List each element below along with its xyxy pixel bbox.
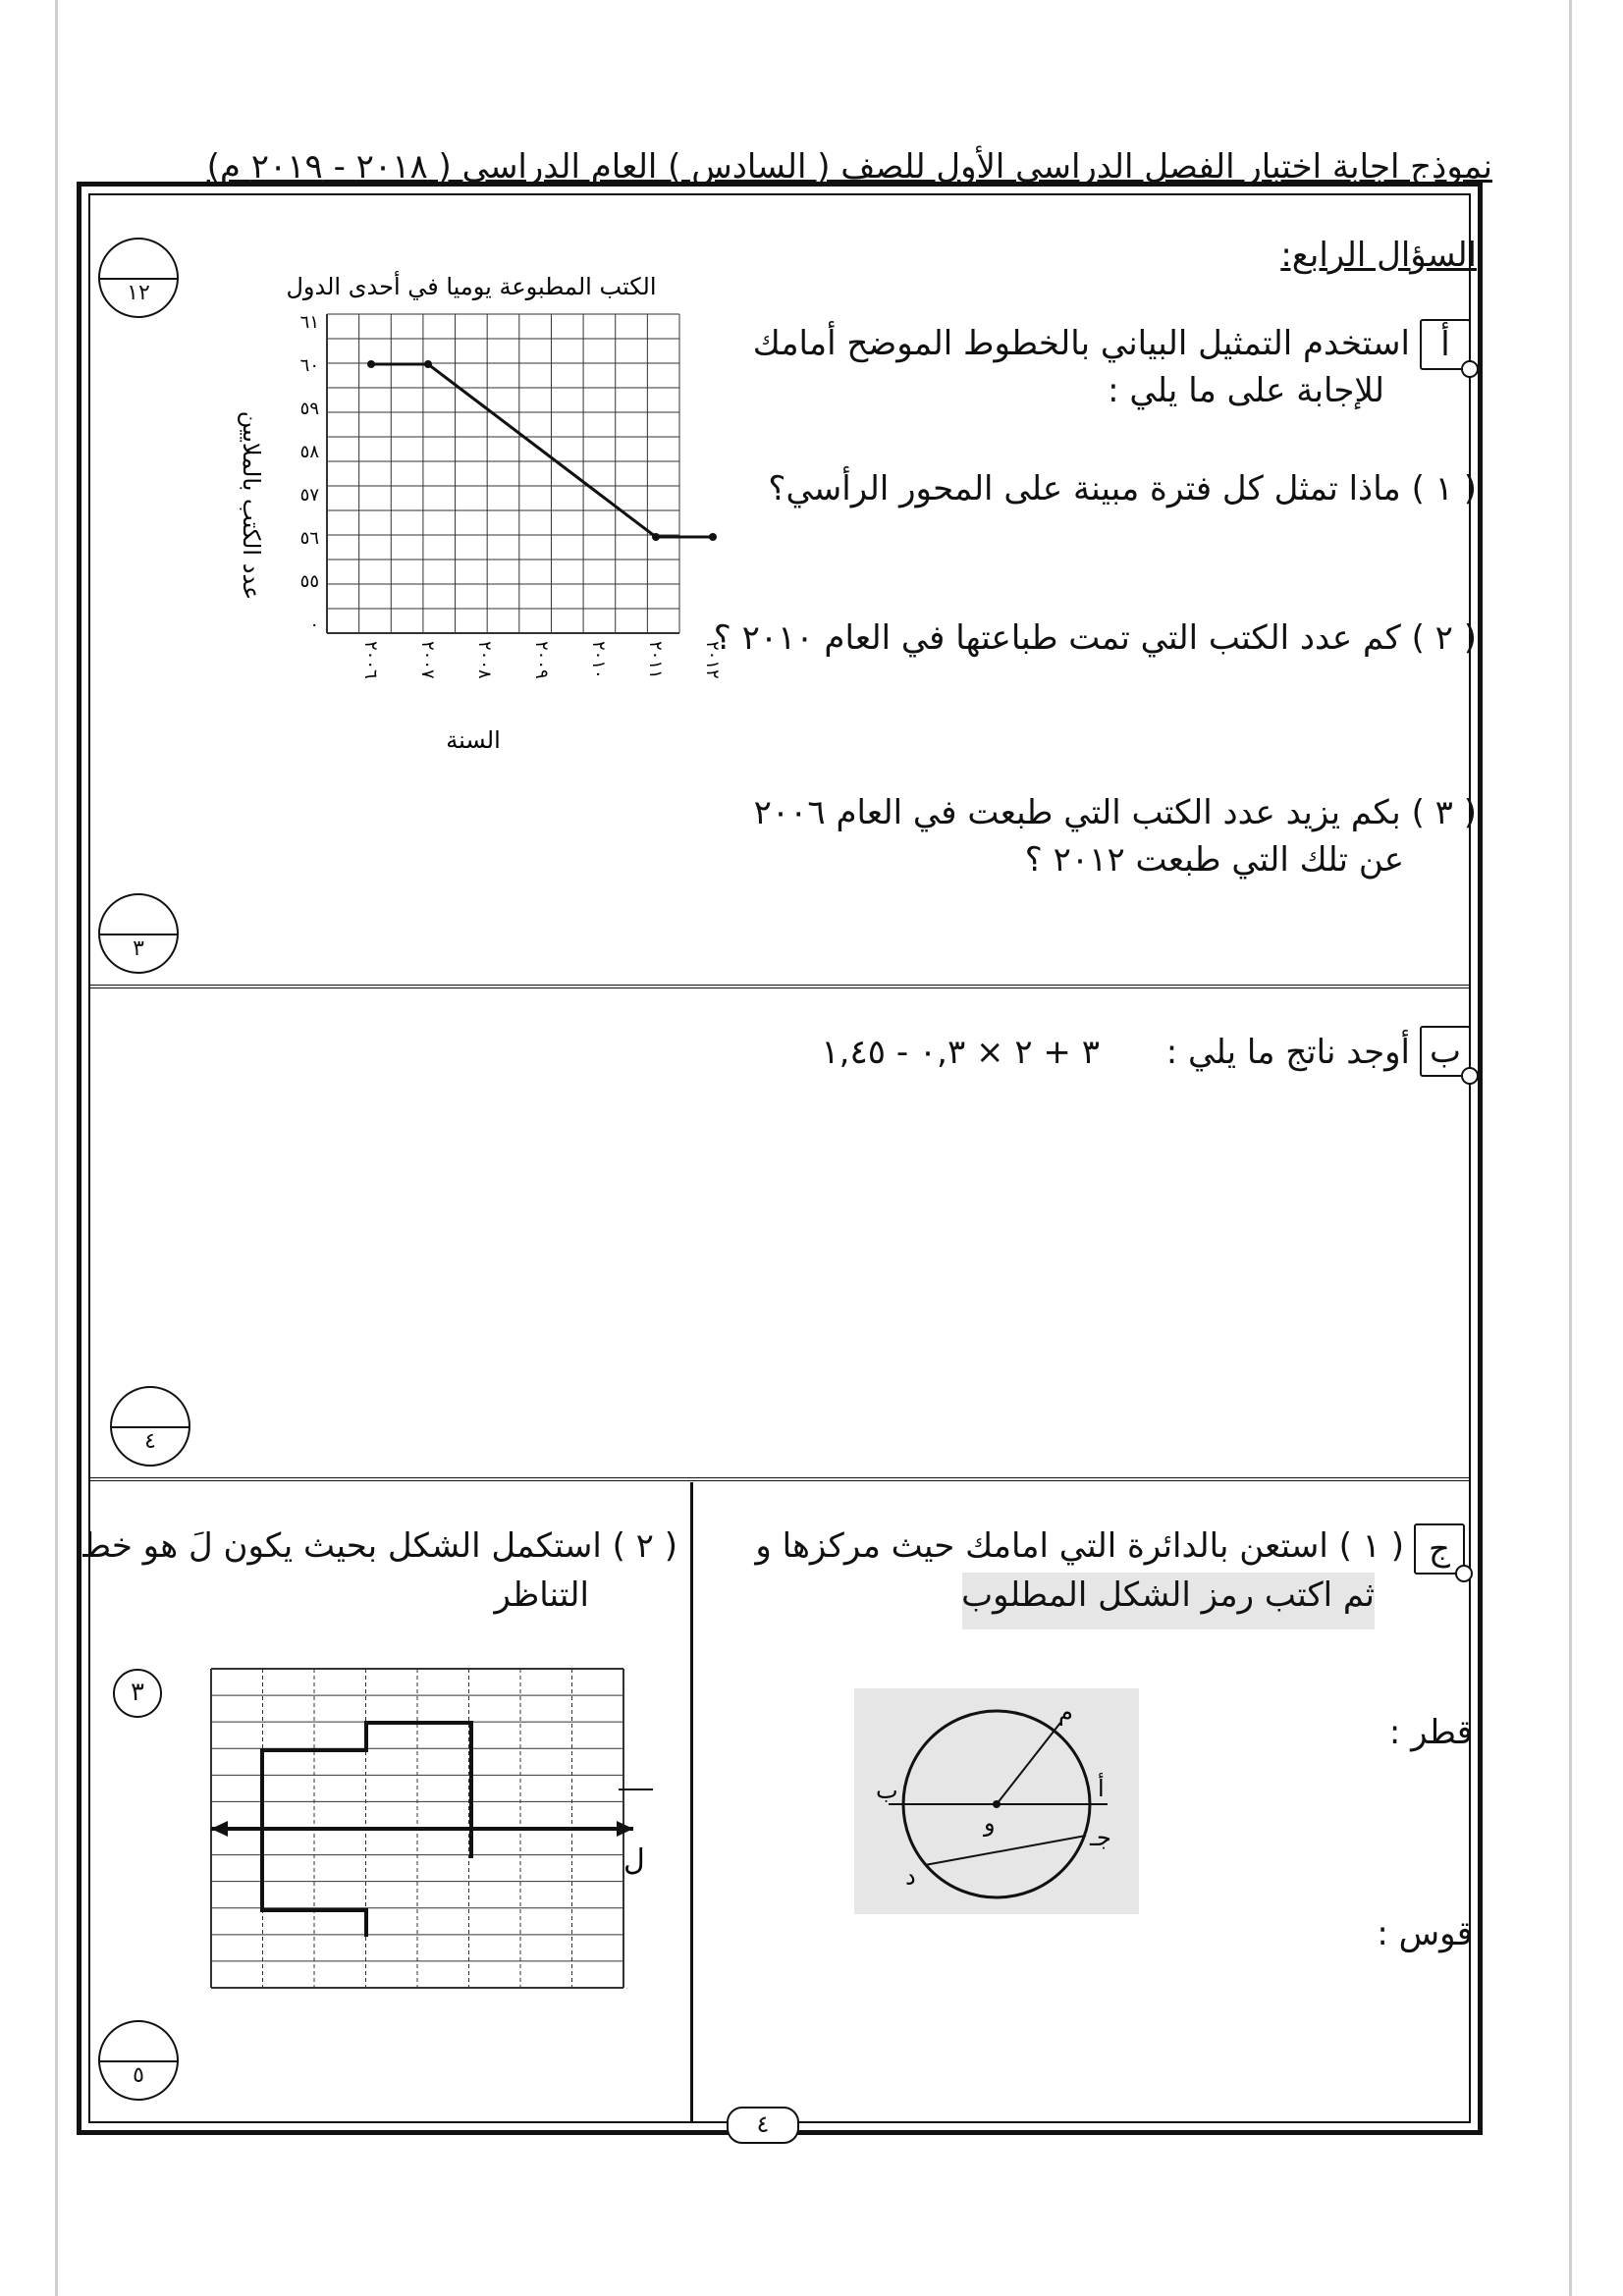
symmetry-grid-figure	[206, 1664, 668, 1998]
part-a-question-3-line-1: ( ٣ ) بكم يزيد عدد الكتب التي طبعت في العام ٢٠٠٦	[753, 793, 1477, 832]
x-tick-label: ٢٠١٢	[702, 641, 723, 679]
x-tick-label: ٢٠٠٧	[417, 641, 438, 679]
part-a-question-3-line-2: عن تلك التي طبعت ٢٠١٢ ؟	[1024, 840, 1404, 880]
part-c-question-2-line-2: التناظر	[494, 1575, 589, 1615]
circle-figure	[854, 1688, 1139, 1914]
grid-score-circle: ٣	[113, 1669, 162, 1718]
part-a-instruction-2: للإجابة على ما يلي :	[1108, 371, 1384, 410]
data-point	[652, 533, 660, 541]
x-tick-label: ٢٠٠٦	[360, 641, 381, 679]
chart-x-label: السنة	[446, 726, 501, 754]
score-part-b-value: ٤	[144, 1429, 156, 1454]
y-tick-label: ٦١	[299, 312, 319, 333]
separator-c-columns	[690, 1482, 693, 2122]
part-b-tag: ب	[1420, 1026, 1471, 1077]
x-tick-label: ٢٠١٠	[588, 641, 609, 679]
x-tick-label: ٢٠٠٨	[474, 641, 495, 679]
y-tick-label: ٥٨	[299, 442, 319, 462]
part-c-question-2-line-1: ( ٢ ) استكمل الشكل بحيث يكون لَ هو خط	[80, 1526, 677, 1566]
data-point	[424, 360, 432, 368]
score-part-b-circle	[110, 1386, 190, 1467]
chart-series-line	[371, 364, 713, 537]
separator-b-c	[88, 1477, 1471, 1481]
x-tick-label: ٢٠١١	[645, 641, 666, 679]
score-part-c-circle	[98, 2020, 179, 2101]
label-b: ب	[876, 1777, 898, 1804]
chart-title: الكتب المطبوعة يوميا في أحدى الدول	[286, 273, 657, 300]
score-part-a-circle	[98, 893, 179, 974]
label-m: م	[1058, 1698, 1073, 1726]
center-point	[993, 1800, 1001, 1808]
part-b-expression: ٣ + ٢ × ٠,٣ - ١,٤٥	[821, 1033, 1100, 1072]
y-tick-label: ٥٦	[299, 528, 319, 549]
chart-grid	[327, 314, 679, 633]
part-a-question-1: ( ١ ) ماذا تمثل كل فترة مبينة على المحور الرأسي؟	[768, 469, 1477, 508]
page-edge-right	[1569, 0, 1572, 2296]
label-d: د	[905, 1863, 916, 1891]
axis-arrow-left	[211, 1821, 228, 1837]
part-a-instruction-1: استخدم التمثيل البياني بالخطوط الموضح أمامك	[752, 324, 1410, 363]
page-number: ٤	[727, 2107, 799, 2144]
score-total-circle	[98, 238, 179, 318]
part-c-question-1-line-2: ثم اكتب رمز الشكل المطلوب	[961, 1575, 1375, 1615]
part-b-instruction: أوجد ناتج ما يلي :	[1165, 1033, 1410, 1072]
part-a-tag: أ	[1420, 319, 1471, 370]
label-j: جـ	[1090, 1824, 1111, 1851]
x-tick-label: ٢٠٠٩	[531, 641, 552, 679]
diameter-label: قطر :	[1388, 1713, 1473, 1752]
y-tick-label: ٥٥	[299, 571, 319, 592]
label-a: أ	[1098, 1775, 1105, 1802]
label-w: و	[984, 1809, 996, 1837]
page-edge-left	[55, 0, 58, 2296]
axis-arrow-right	[617, 1821, 633, 1837]
y-tick-label: ٥٩	[299, 399, 319, 419]
books-line-chart	[216, 265, 727, 756]
symmetry-axis-label: ل	[623, 1843, 645, 1878]
arc-label: قوس :	[1377, 1914, 1473, 1953]
data-point	[367, 360, 375, 368]
y-tick-label: ٥٧	[299, 485, 319, 506]
page-header: نموذج اجابة اختبار الفصل الدراسي الأول للصف ( السادس ) العام الدراسي ( ٢٠١٨ - ٢٠١٩ م)	[206, 147, 1492, 187]
score-total-value: ١٢	[127, 281, 150, 305]
given-shape	[262, 1723, 471, 1858]
part-a-question-2: ( ٢ ) كم عدد الكتب التي تمت طباعتها في العام ٢٠١٠ ؟	[713, 618, 1477, 658]
score-part-c-value: ٥	[133, 2063, 144, 2088]
separator-a-b	[88, 985, 1471, 988]
part-c-tag: ج	[1414, 1523, 1465, 1575]
question-heading: السؤال الرابع:	[1280, 236, 1477, 275]
data-point	[709, 533, 717, 541]
y-tick-label: ٠	[309, 614, 319, 635]
chart-y-ticks	[300, 312, 320, 635]
y-tick-label: ٦٠	[299, 355, 319, 376]
part-c-question-1-line-1: ( ١ ) استعن بالدائرة التي امامك حيث مركزها و	[755, 1526, 1404, 1566]
chart-x-ticks	[360, 641, 723, 679]
chart-y-label: عدد الكتب بالملايين	[238, 410, 265, 601]
score-part-a-value: ٣	[133, 936, 144, 961]
